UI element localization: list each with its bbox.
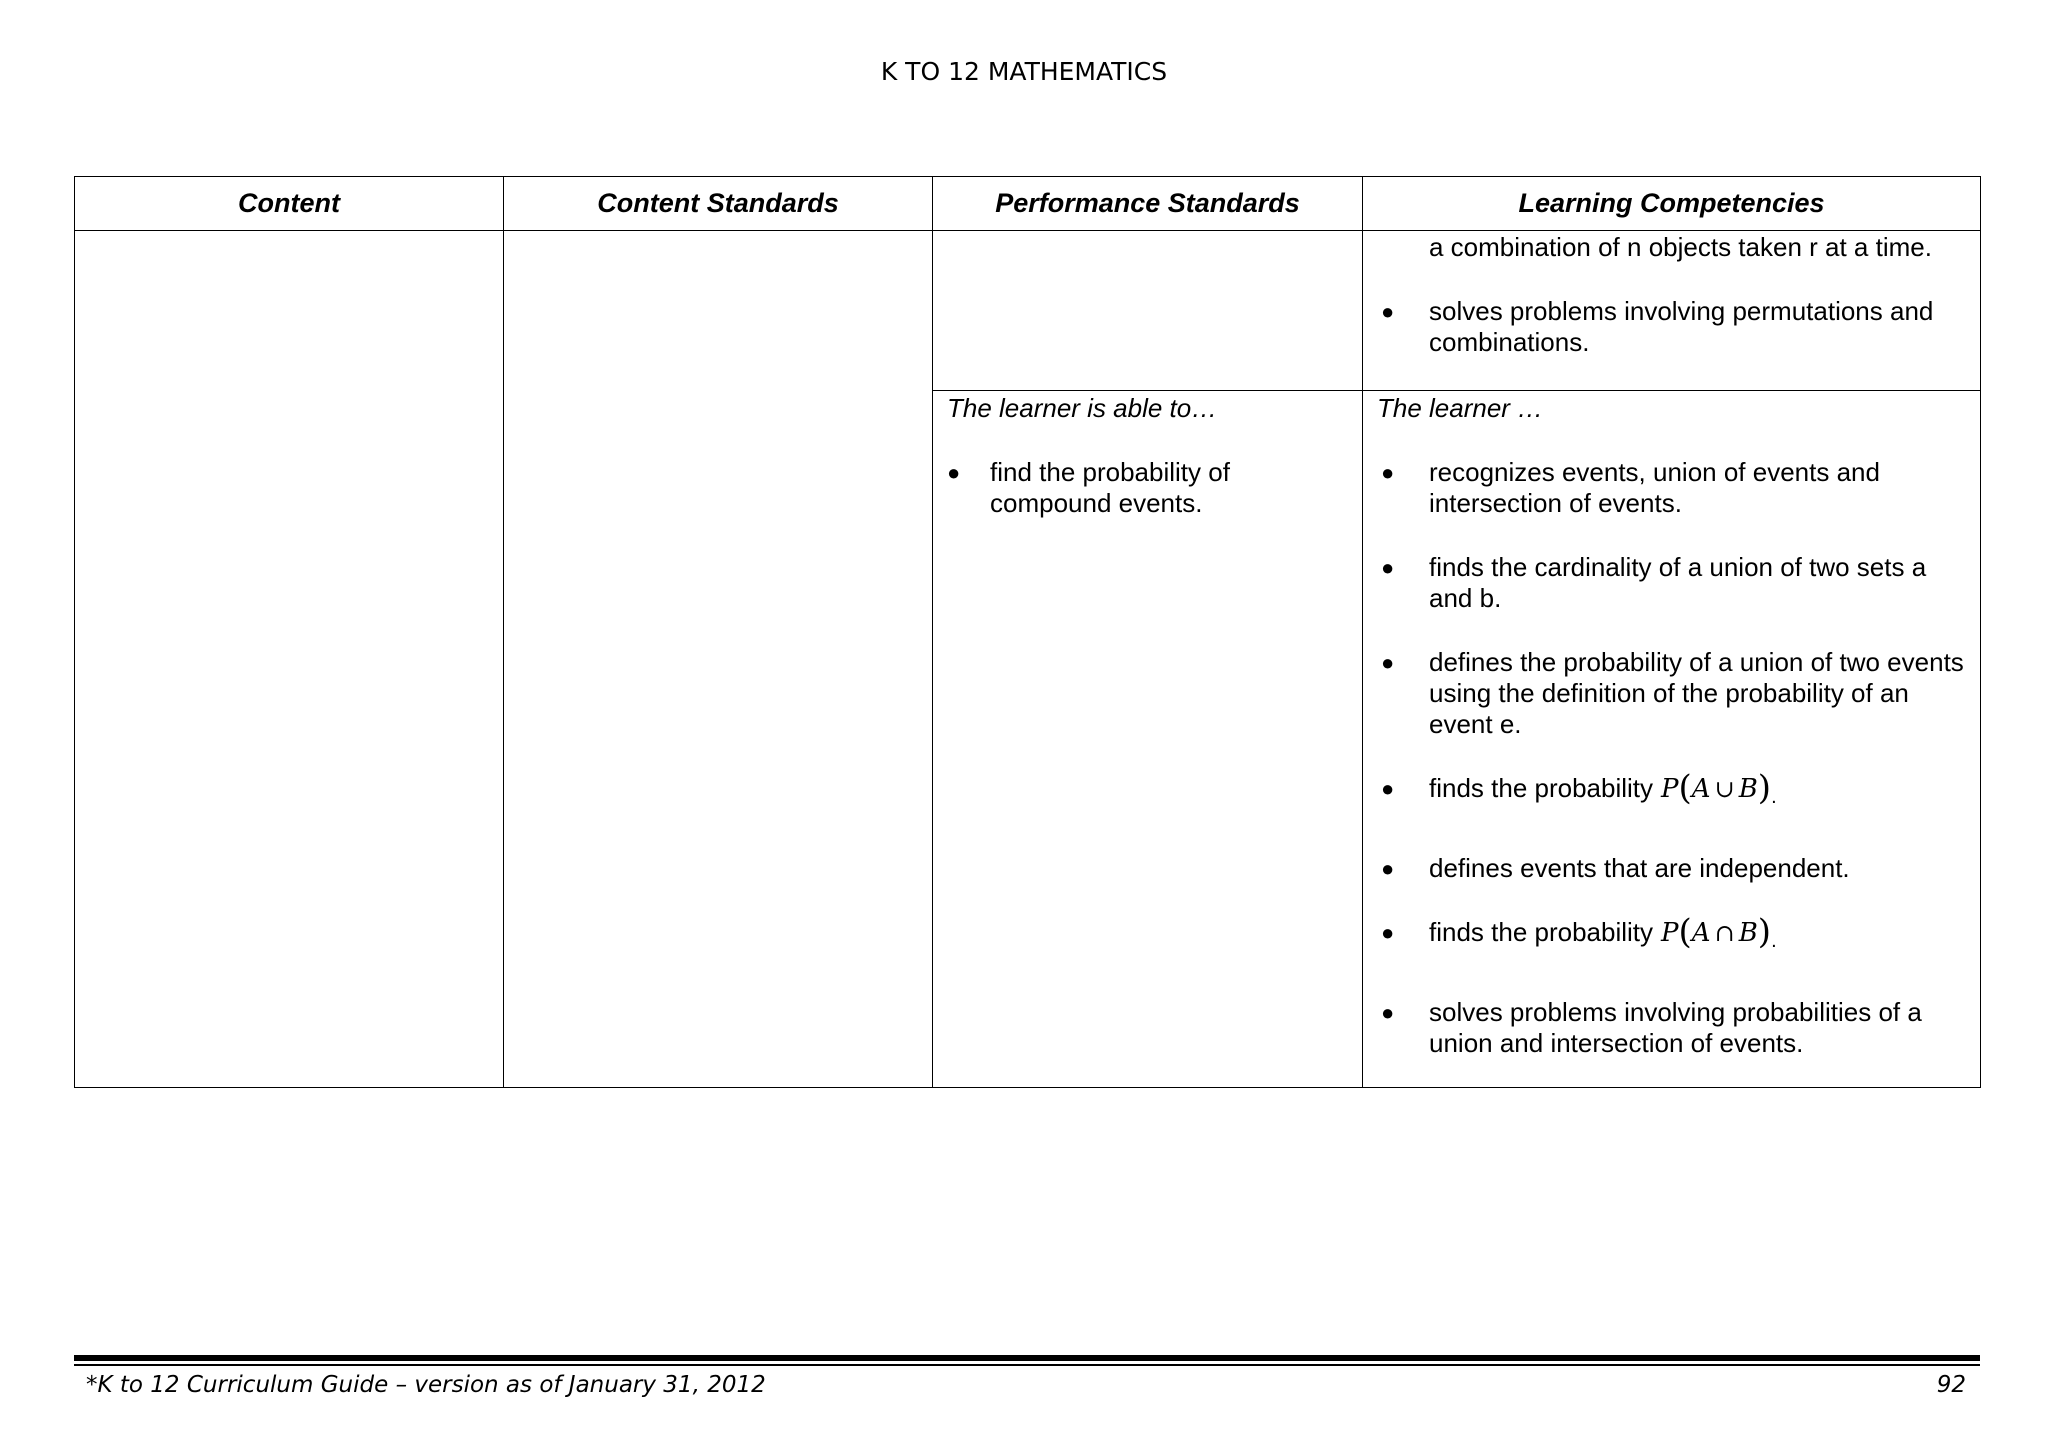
footer-page-number: 92 [1936,1372,1966,1398]
list-item [1363,552,1968,614]
column-header-content: Content [75,177,504,231]
list-item [1363,997,1968,1059]
bullet-icon: ● [1381,649,1395,675]
content-cell [75,231,504,1088]
list-item [1363,457,1968,519]
competency-text: defines the probability of a union of two events using the definition of the probability of an event e. [1429,646,1964,739]
list-item [933,457,1350,519]
performance-standards-cell [933,231,1363,391]
list-item [1363,853,1968,884]
performance-standards-cell [933,390,1363,1087]
bullet-icon: ● [1381,554,1395,580]
list-item [1363,647,1968,740]
list-item [1363,767,1968,813]
performance-lead-in: The learner is able to… [947,392,1218,423]
footer-version-note: *K to 12 Curriculum Guide – version as of January 31, 2012 [86,1372,766,1398]
performance-text: find the probability of compound events. [990,456,1230,518]
formula-period: . [1771,785,1777,808]
footer-divider-thin [74,1364,1980,1366]
intersection-probability-formula: P(A ∩ B) [1661,911,1772,952]
table-header-row [75,177,1981,231]
table-row [75,231,1981,391]
curriculum-table [74,176,1981,1088]
competency-text: finds the probability [1429,916,1654,947]
column-header-performance-standards: Performance Standards [933,177,1363,231]
list-item [1363,911,1968,957]
competency-text: solves problems involving probabilities of a union and intersection of events. [1429,996,1922,1058]
union-probability-formula: P(A ∪ B) [1661,767,1772,808]
footer-divider-thick [74,1355,1980,1361]
column-header-learning-competencies: Learning Competencies [1363,177,1981,231]
competency-text: finds the probability [1429,772,1654,803]
competency-text: defines events that are independent. [1429,852,1850,883]
bullet-icon: ● [947,459,961,485]
bullet-icon: ● [1381,459,1395,485]
formula-period: . [1771,929,1777,952]
learning-competencies-cell [1363,390,1981,1087]
competency-text: solves problems involving permutations and combinations. [1429,296,1934,357]
list-item [1363,296,1980,358]
competency-continuation: a combination of n objects taken r at a time. [1429,232,1932,262]
page-header-title: K TO 12 MATHEMATICS [880,57,1168,86]
bullet-icon: ● [1381,775,1395,801]
competencies-lead-in: The learner … [1377,392,1544,423]
competency-text: finds the cardinality of a union of two sets a and b. [1429,551,1927,613]
bullet-icon: ● [1381,919,1395,945]
learning-competencies-cell [1363,231,1981,391]
column-header-content-standards: Content Standards [504,177,933,231]
competency-text: recognizes events, union of events and intersection of events. [1429,456,1880,518]
content-standards-cell [504,231,933,1088]
bullet-icon: ● [1381,855,1395,881]
bullet-icon: ● [1381,299,1395,324]
bullet-icon: ● [1381,999,1395,1025]
